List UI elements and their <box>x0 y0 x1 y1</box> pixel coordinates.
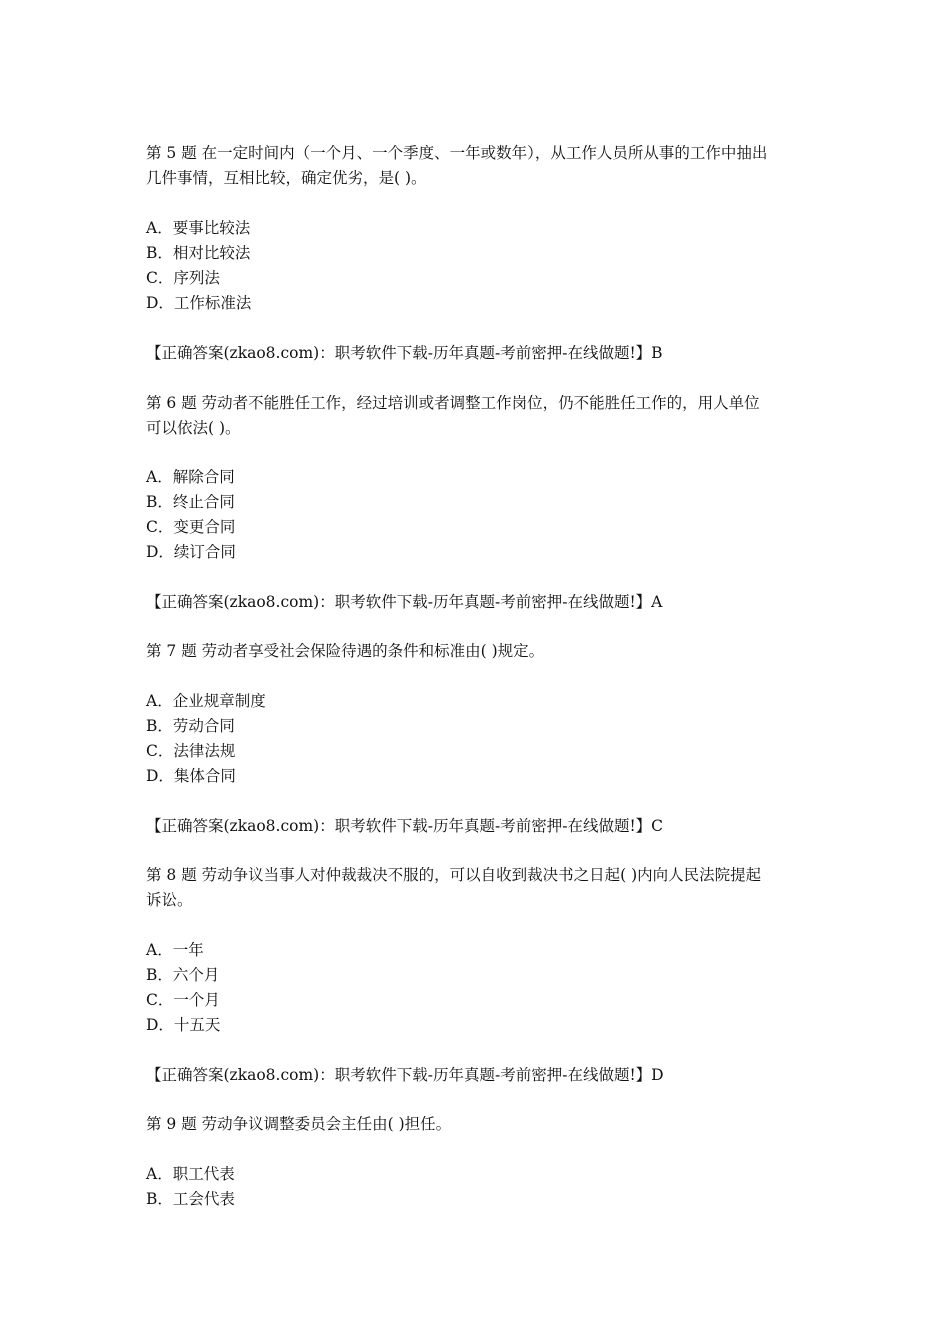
question-9-option-b: B．工会代表 <box>146 1190 235 1208</box>
question-5-stem-line-2: 几件事情，互相比较，确定优劣，是( )。 <box>146 169 427 187</box>
question-5-stem-line-1: 第 5 题 在一定时间内（一个月、一个季度、一年或数年），从工作人员所从事的工作中抽出 <box>146 144 768 162</box>
question-7-option-c: C．法律法规 <box>146 742 236 760</box>
question-7-answer: 【正确答案(zkao8.com)：职考软件下载-历年真题-考前密押-在线做题!】C <box>146 817 664 835</box>
question-5-option-b: B．相对比较法 <box>146 244 251 262</box>
question-8-answer: 【正确答案(zkao8.com)：职考软件下载-历年真题-考前密押-在线做题!】D <box>146 1066 664 1084</box>
question-5-answer: 【正确答案(zkao8.com)：职考软件下载-历年真题-考前密押-在线做题!】B <box>146 344 663 362</box>
question-8-option-b: B．六个月 <box>146 966 220 984</box>
question-8-option-a: A．一年 <box>146 941 204 959</box>
question-6-option-d: D．续订合同 <box>146 543 236 561</box>
question-8-stem-line-2: 诉讼。 <box>146 891 193 909</box>
question-6-stem-line-2: 可以依法( )。 <box>146 419 241 437</box>
question-7-option-d: D．集体合同 <box>146 767 236 785</box>
question-6-option-b: B．终止合同 <box>146 493 235 511</box>
question-5-option-c: C．序列法 <box>146 269 220 287</box>
question-6-option-a: A．解除合同 <box>146 468 235 486</box>
question-7-stem-line-1: 第 7 题 劳动者享受社会保险待遇的条件和标准由( )规定。 <box>146 642 545 660</box>
question-9-stem-line-1: 第 9 题 劳动争议调整委员会主任由( )担任。 <box>146 1115 452 1133</box>
question-8-option-c: C．一个月 <box>146 991 220 1009</box>
question-8-option-d: D．十五天 <box>146 1016 221 1034</box>
question-6-stem-line-1: 第 6 题 劳动者不能胜任工作，经过培训或者调整工作岗位，仍不能胜任工作的，用人单位 <box>146 394 760 412</box>
question-7-option-a: A．企业规章制度 <box>146 692 266 710</box>
question-6-answer: 【正确答案(zkao8.com)：职考软件下载-历年真题-考前密押-在线做题!】A <box>146 593 663 611</box>
question-7-option-b: B．劳动合同 <box>146 717 235 735</box>
question-5-option-d: D．工作标准法 <box>146 294 252 312</box>
question-9-option-a: A．职工代表 <box>146 1165 235 1183</box>
question-6-option-c: C．变更合同 <box>146 518 236 536</box>
question-5-option-a: A．要事比较法 <box>146 219 251 237</box>
question-8-stem-line-1: 第 8 题 劳动争议当事人对仲裁裁决不服的，可以自收到裁决书之日起( )内向人民法院提起 <box>146 866 762 884</box>
